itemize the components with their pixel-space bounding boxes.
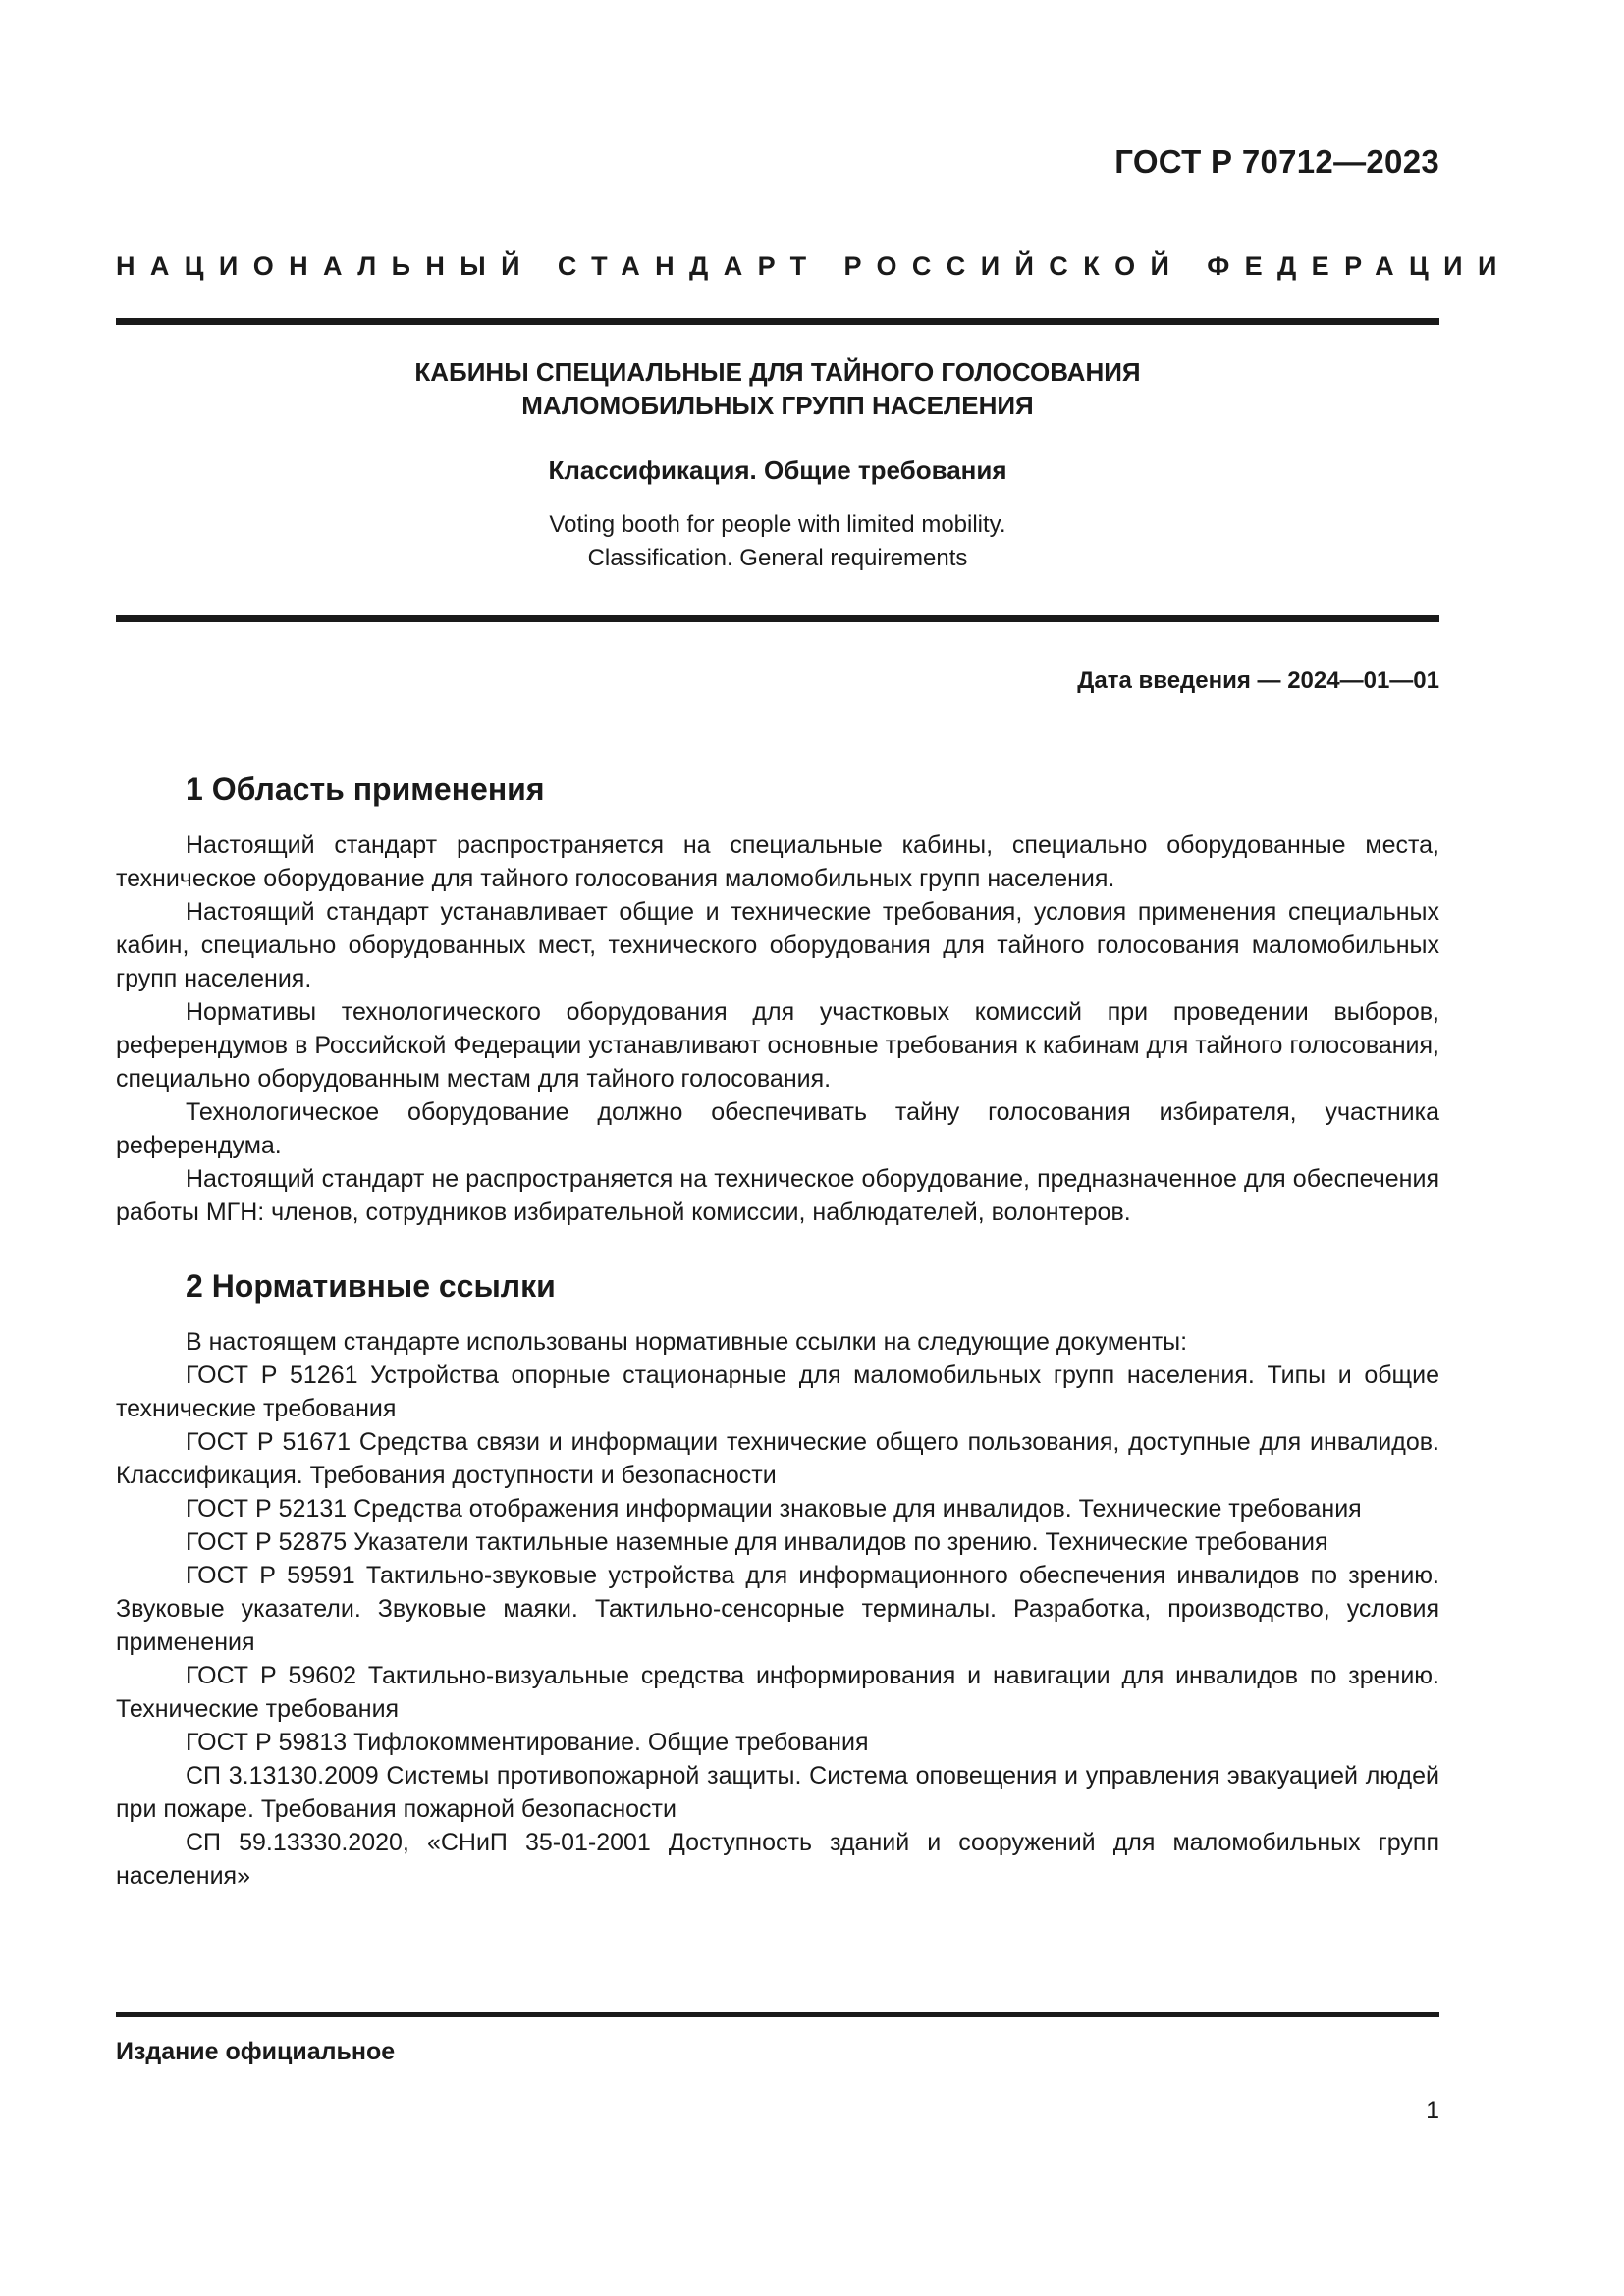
section-1-paragraph: Настоящий стандарт не распространяется на техническое оборудование, предназначенное для обеспечения работы МГН: членов, сотрудников избирательной комиссии, наблюдателей, волонтеров. [116, 1165, 1439, 1226]
title-line-1: КАБИНЫ СПЕЦИАЛЬНЫЕ ДЛЯ ТАЙНОГО ГОЛОСОВАНИЯ [414, 357, 1141, 387]
normative-reference: ГОСТ Р 52875 Указатели тактильные наземные для инвалидов по зрению. Технические требования [186, 1528, 1328, 1556]
english-title-line-2: Classification. General requirements [587, 545, 968, 571]
title-bottom-rule [116, 615, 1439, 622]
normative-reference: ГОСТ Р 59602 Тактильно-визуальные средства информирования и навигации для инвалидов по зрению. Технические требования [116, 1662, 1439, 1723]
normative-reference: ГОСТ Р 52131 Средства отображения информации знаковые для инвалидов. Технические требования [186, 1495, 1362, 1522]
english-title-line-1: Voting booth for people with limited mobility. [549, 511, 1006, 538]
section-1-paragraph: Настоящий стандарт устанавливает общие и технические требования, условия применения специальных кабин, специально оборудованных мест, технического оборудования для тайного голосования маломобильных групп населения. [116, 898, 1439, 992]
section-2-paragraph: В настоящем стандарте использованы нормативные ссылки на следующие документы: [186, 1328, 1188, 1356]
normative-reference: ГОСТ Р 59813 Тифлокомментирование. Общие требования [186, 1729, 869, 1756]
section-2-heading: 2 Нормативные ссылки [186, 1268, 556, 1304]
document-number: ГОСТ Р 70712—2023 [1114, 143, 1439, 180]
page-number: 1 [1426, 2097, 1439, 2124]
english-title [116, 508, 1439, 575]
normative-reference: ГОСТ Р 51261 Устройства опорные стационарные для маломобильных групп населения. Типы и общие технические требования [116, 1362, 1439, 1422]
section-1-paragraph: Нормативы технологического оборудования для участковых комиссий при проведении выборов, референдумов в Российской Федерации устанавливают основные требования к кабинам для тайного голосования, специально оборудованным местам для тайного голосования. [116, 998, 1439, 1093]
footer-rule [116, 2012, 1439, 2017]
national-standard-heading: НАЦИОНАЛЬНЫЙ СТАНДАРТ РОССИЙСКОЙ ФЕДЕРАЦИИ [116, 251, 1512, 281]
section-1-heading: 1 Область применения [186, 772, 545, 807]
subtitle: Классификация. Общие требования [548, 455, 1007, 485]
normative-reference: СП 59.13330.2020, «СНиП 35-01-2001 Доступность зданий и сооружений для маломобильных групп населения» [116, 1829, 1439, 1890]
document-body [116, 768, 1439, 1893]
normative-reference: СП 3.13130.2009 Системы противопожарной защиты. Система оповещения и управления эвакуацией людей при пожаре. Требования пожарной безопасности [116, 1762, 1439, 1823]
top-rule [116, 318, 1439, 325]
document-page [116, 0, 1512, 2296]
official-edition-label: Издание официальное [116, 2038, 396, 2065]
title-line-2: МАЛОМОБИЛЬНЫХ ГРУПП НАСЕЛЕНИЯ [521, 391, 1034, 420]
section-1-paragraph: Настоящий стандарт распространяется на специальные кабины, специально оборудованные места, техническое оборудование для тайного голосования маломобильных групп населения. [116, 831, 1439, 892]
introduction-date: Дата введения — 2024—01—01 [1077, 667, 1439, 694]
title-block [116, 355, 1439, 575]
normative-reference: ГОСТ Р 59591 Тактильно-звуковые устройства для информационного обеспечения инвалидов по зрению. Звуковые указатели. Звуковые маяки. Тактильно-сенсорные терминалы. Разработка, производство, условия применения [116, 1562, 1439, 1656]
normative-reference: ГОСТ Р 51671 Средства связи и информации технические общего пользования, доступные для инвалидов. Классификация. Требования доступности и безопасности [116, 1428, 1439, 1489]
section-1-paragraph: Технологическое оборудование должно обеспечивать тайну голосования избирателя, участника референдума. [116, 1098, 1439, 1159]
